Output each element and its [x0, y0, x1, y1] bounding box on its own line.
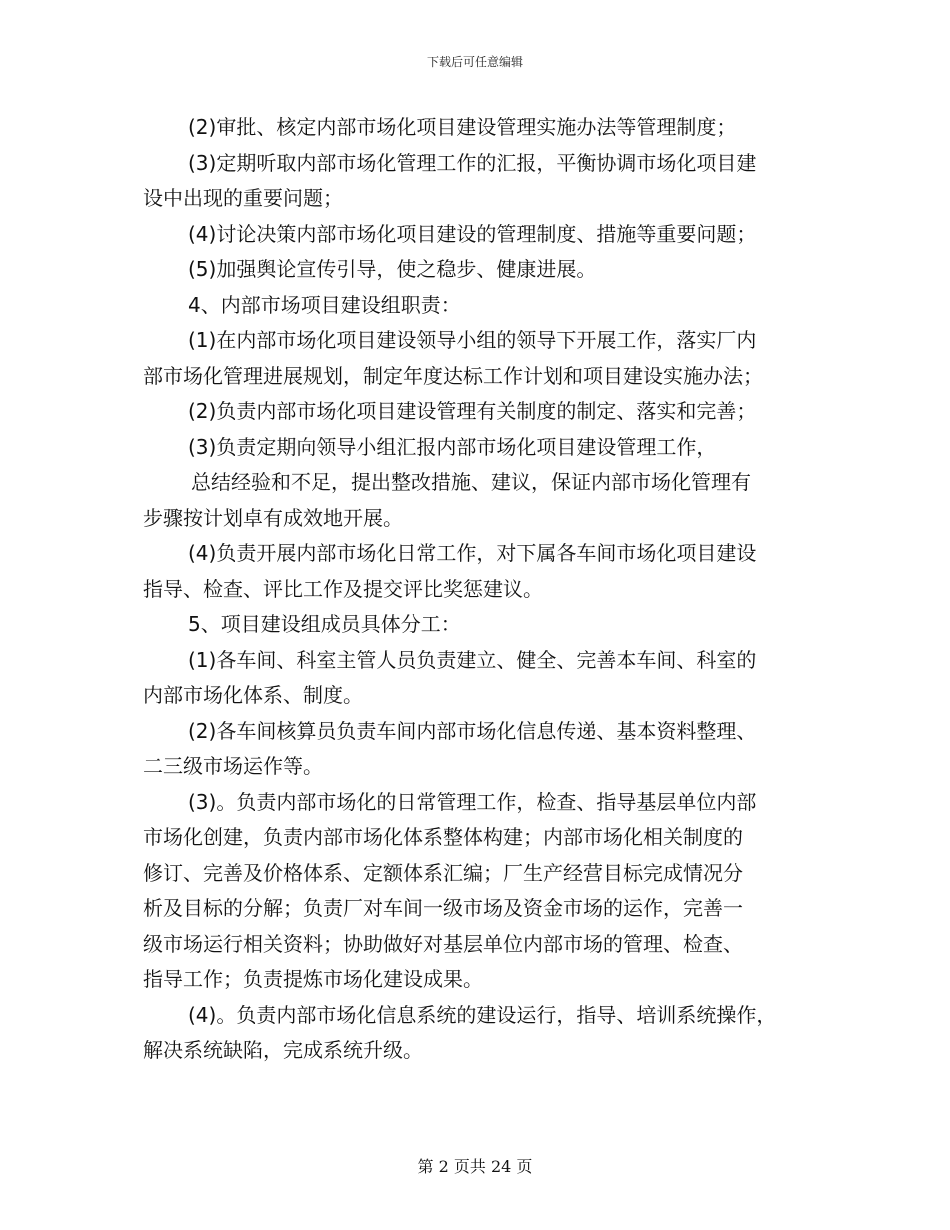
text-line: 解决系统缺陷，完成系统升级。: [143, 1038, 423, 1062]
text-line: (2)审批、核定内部市场化项目建设管理实施办法等管理制度；: [188, 115, 737, 139]
text-line: 析及目标的分解；负责厂对车间一级市场及资金市场的运作，完善一: [143, 896, 743, 920]
text-line: (4)讨论决策内部市场化项目建设的管理制度、措施等重要问题；: [188, 221, 757, 246]
text-line: (3)定期听取内部市场化管理工作的汇报，平衡协调市场化项目建: [188, 150, 757, 175]
page-number: 第 2 页共 24 页: [417, 1157, 533, 1176]
text-line: (3)。负责内部市场化的日常管理工作，检查、指导基层单位内部: [188, 789, 757, 814]
text-line: (2)负责内部市场化项目建设管理有关制度的制定、落实和完善；: [188, 399, 757, 423]
text-line: 市场化创建，负责内部市场化体系整体构建；内部市场化相关制度的: [143, 825, 743, 849]
text-line: 4、内部市场项目建设组职责：: [188, 292, 461, 317]
text-line: (1)在内部市场化项目建设领导小组的领导下开展工作，落实厂内: [188, 328, 757, 352]
text-line: 修订、完善及价格体系、定额体系汇编；厂生产经营目标完成情况分: [143, 860, 743, 885]
text-line: (1)各车间、科室主管人员负责建立、健全、完善本车间、科室的: [188, 647, 757, 672]
page-header: 下载后可任意编辑: [426, 55, 523, 69]
text-line: 总结经验和不足，提出整改措施、建议，保证内部市场化管理有: [191, 470, 751, 494]
text-line: 指导工作；负责提炼市场化建设成果。: [143, 967, 483, 991]
text-line: 内部市场化体系、制度。: [143, 683, 363, 707]
text-line: (3)负责定期向领导小组汇报内部市场化项目建设管理工作，: [188, 434, 717, 459]
text-line: 部市场化管理进展规划，制定年度达标工作计划和项目建设实施办法；: [143, 363, 763, 388]
text-line: 二三级市场运作等。: [143, 754, 323, 778]
text-line: 指导、检查、评比工作及提交评比奖惩建议。: [143, 576, 543, 601]
document-body: [143, 110, 833, 1069]
text-line: (5)加强舆论宣传引导，使之稳步、健康进展。: [188, 257, 597, 281]
text-line: 设中出现的重要问题；: [143, 186, 343, 210]
text-line: 步骤按计划卓有成效地开展。: [143, 505, 403, 530]
text-line: 级市场运行相关资料；协助做好对基层单位内部市场的管理、检查、: [143, 931, 743, 956]
text-line: 5、项目建设组成员具体分工：: [188, 612, 461, 636]
text-line: (4)负责开展内部市场化日常工作，对下属各车间市场化项目建设: [188, 541, 757, 565]
text-line: (2)各车间核算员负责车间内部市场化信息传递、基本资料整理、: [188, 718, 757, 743]
text-line: (4)。负责内部市场化信息系统的建设运行，指导、培训系统操作，: [188, 1002, 777, 1027]
